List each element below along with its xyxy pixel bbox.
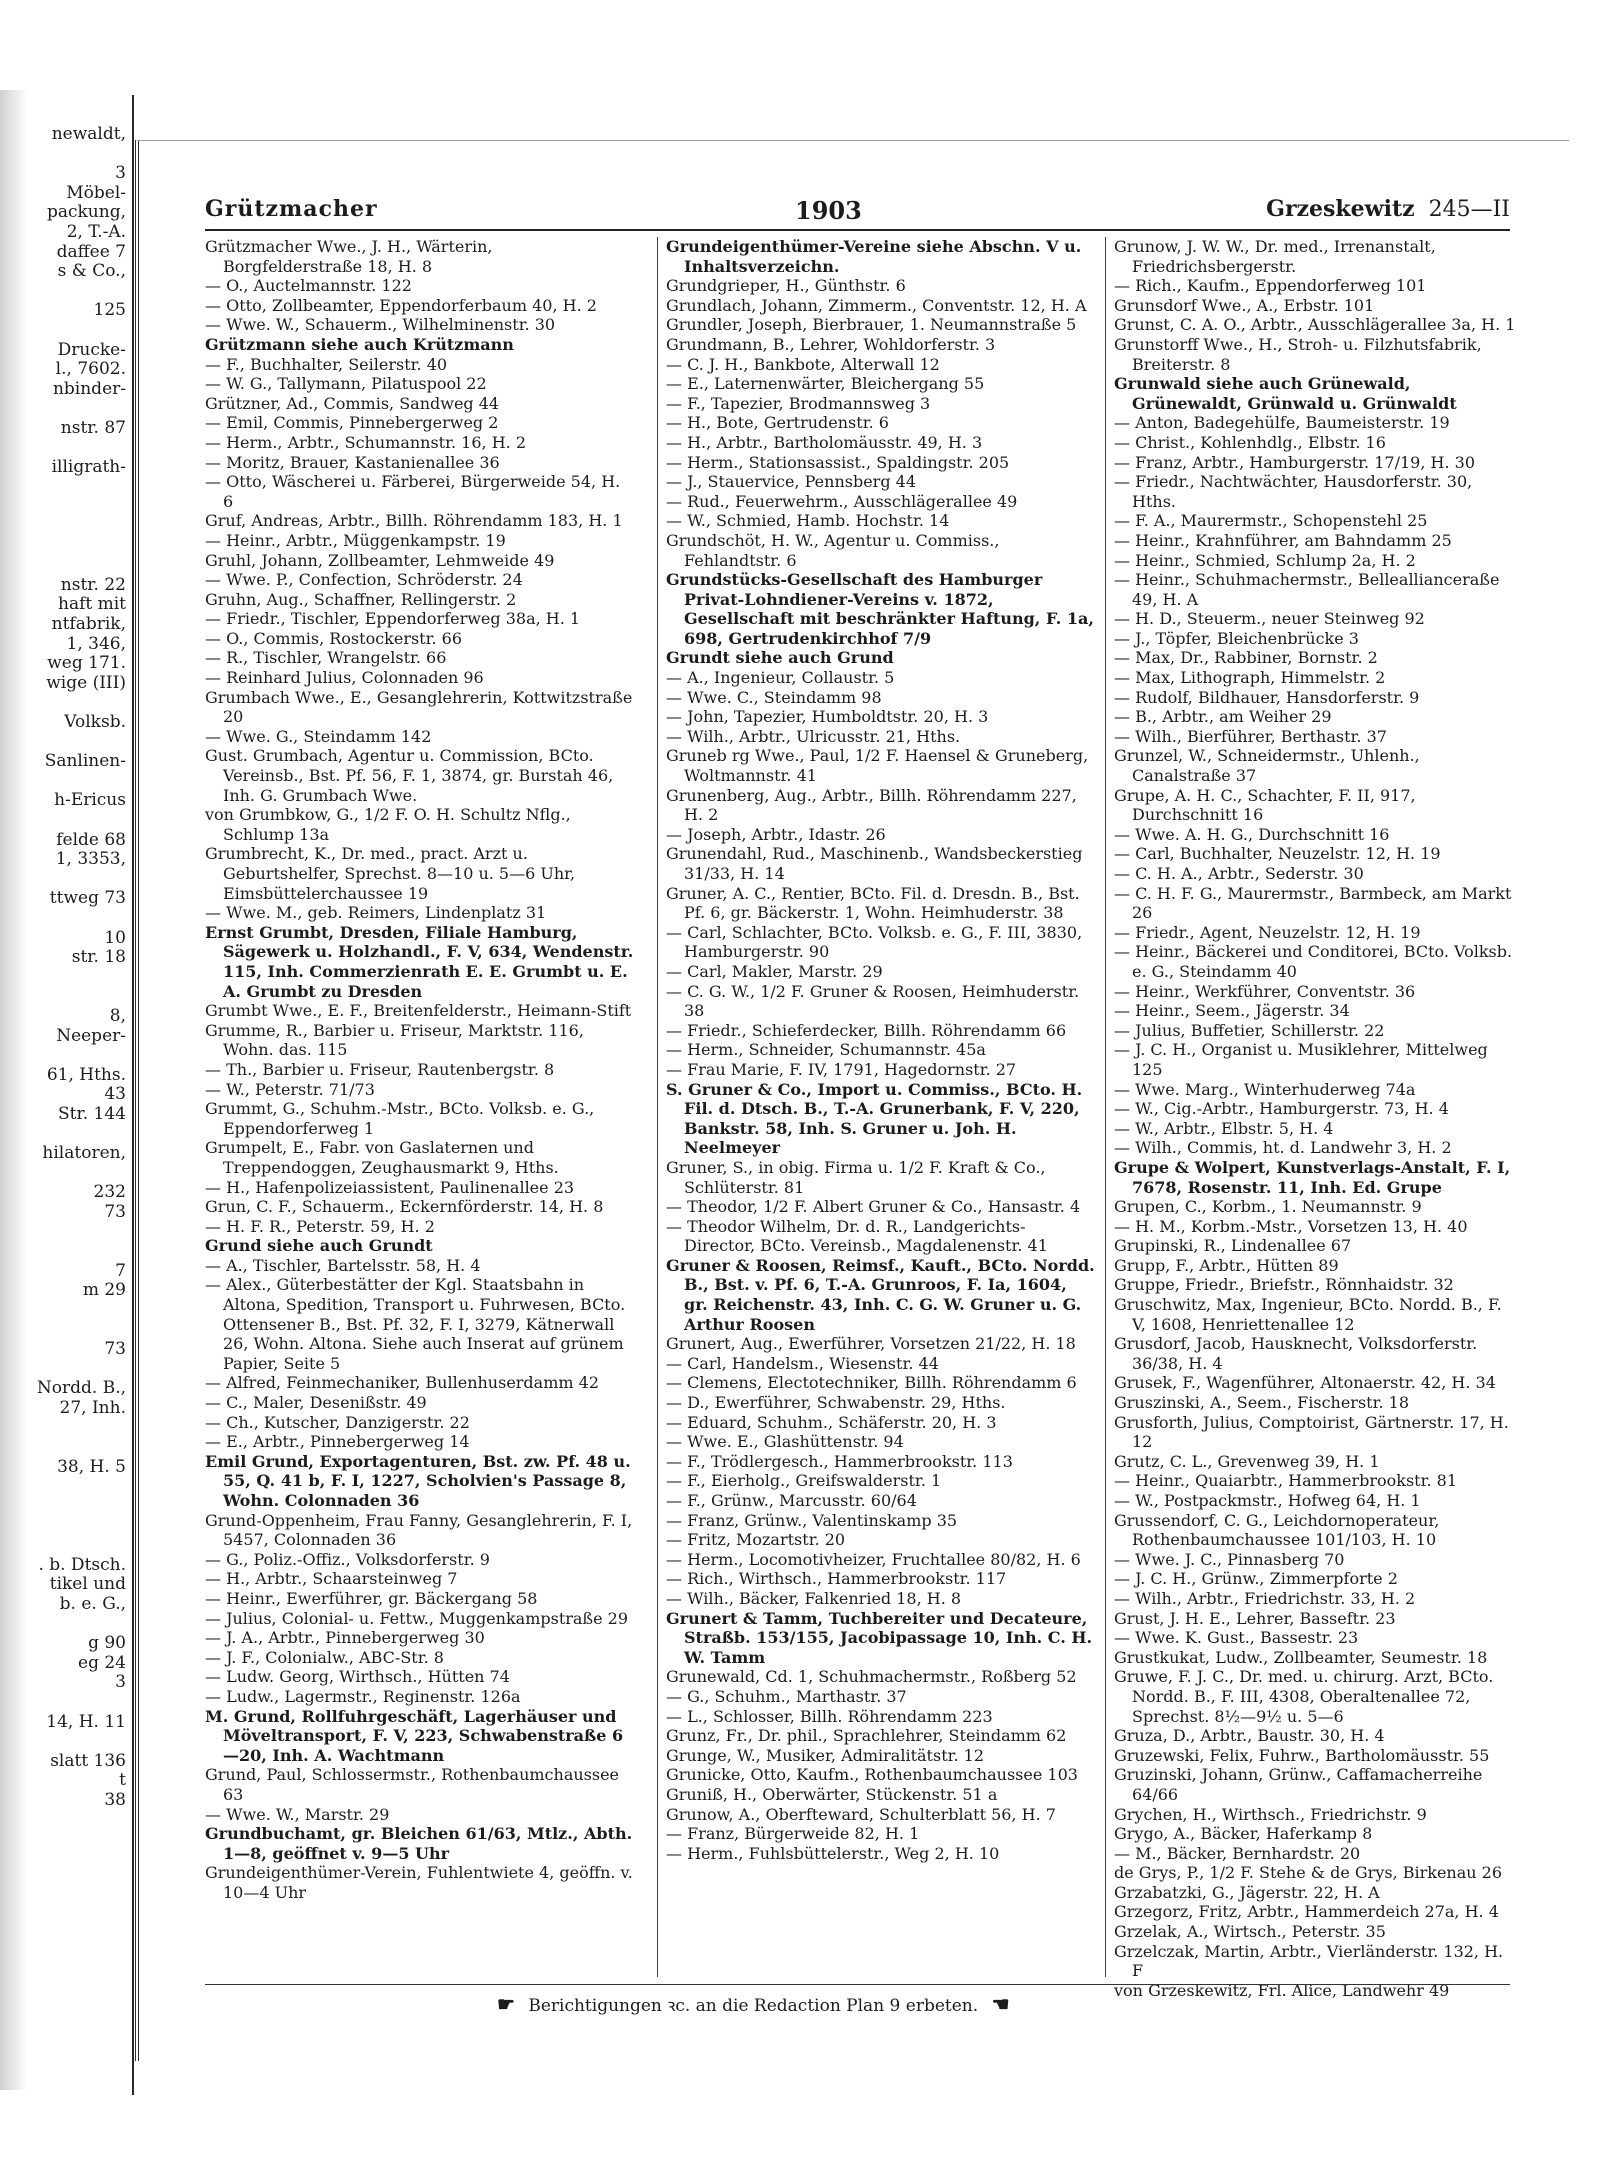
directory-entry: — C. H. F. G., Maurermstr., Barmbeck, am Markt 26 [1114, 883, 1512, 923]
directory-entry: — Herm., Locomotivheizer, Fruchtallee 80/82, H. 6 [666, 1549, 1081, 1569]
directory-entry: Gruner, S., in obig. Firma u. 1/2 F. Kraft & Co., Schlüterstr. 81 [666, 1157, 1046, 1197]
page-footer [489, 1992, 1018, 2016]
directory-entry: — C. G. W., 1/2 F. Gruner & Roosen, Heimhuderstr. 38 [666, 981, 1080, 1021]
directory-entry: Grundlach, Johann, Zimmerm., Conventstr. 12, H. A [666, 295, 1087, 315]
directory-entry: de Grys, P., 1/2 F. Stehe & de Grys, Birkenau 26 [1114, 1863, 1503, 1883]
directory-entry: Grunewald, Cd. 1, Schuhmachermstr., Roßberg 52 [666, 1667, 1077, 1687]
directory-entry: — H. M., Korbm.-Mstr., Vorsetzen 13, H. 40 [1114, 1216, 1468, 1236]
directory-entry: — Friedr., Schieferdecker, Billh. Röhrendamm 66 [666, 1020, 1067, 1040]
directory-page [135, 140, 1569, 2061]
previous-page-line: Volksb. [64, 712, 126, 732]
directory-entry: — Fritz, Mozartstr. 20 [666, 1530, 846, 1550]
directory-entry: — H., Arbtr., Bartholomäusstr. 49, H. 3 [666, 432, 983, 452]
directory-entry: — Wilh., Commis, ht. d. Landwehr 3, H. 2 [1114, 1138, 1452, 1158]
previous-page-line: 10 [104, 927, 126, 948]
directory-entry: — Herm., Stationsassist., Spaldingstr. 205 [666, 452, 1010, 472]
pointing-hand-right-icon: ☛ [497, 1992, 515, 2016]
previous-page-line: Neeper- [56, 1025, 126, 1046]
directory-entry: — Wwe. K. Gust., Bassestr. 23 [1114, 1628, 1359, 1648]
directory-entry: Gruszinski, A., Seem., Fischerstr. 18 [1114, 1393, 1410, 1413]
directory-entry: Grupe & Wolpert, Kunstverlags-Anstalt, F. I, 7678, Rosenstr. 11, Inh. Ed. Grupe [1114, 1157, 1511, 1197]
directory-entry: Grumbt Wwe., E. F., Breitenfelderstr., Heimann-Stift [205, 1001, 632, 1021]
directory-entry: — Rich., Kaufm., Eppendorferweg 101 [1114, 276, 1427, 296]
directory-entry: — D., Ewerführer, Schwabenstr. 29, Hths. [666, 1393, 1006, 1413]
directory-entry: — Alfred, Feinmechaniker, Bullenhuserdamm 42 [205, 1373, 599, 1393]
directory-entry: — Heinr., Ewerführer, gr. Bäckergang 58 [205, 1588, 538, 1608]
previous-page-line: nbinder- [52, 378, 126, 399]
header-rule [205, 229, 1510, 231]
directory-entry: Grützmacher Wwe., J. H., Wärterin, Borgfelderstraße 18, H. 8 [205, 237, 493, 276]
directory-entry: — Rudolf, Bildhauer, Hansdorferstr. 9 [1114, 687, 1420, 707]
previous-page-line: haft mit [58, 594, 126, 615]
previous-page-line: 14, H. 11 [46, 1711, 126, 1732]
directory-entry: — B., Arbtr., am Weiher 29 [1114, 707, 1332, 727]
directory-entry: — Heinr., Krahnführer, am Bahndamm 25 [1114, 530, 1452, 550]
previous-page-line: 61, Hths. [46, 1064, 126, 1085]
directory-entry: Grundbuchamt, gr. Bleichen 61/63, Mtlz., Abth. 1—8, geöffnet v. 9—5 Uhr [205, 1824, 633, 1863]
previous-page-line: 7 [115, 1260, 126, 1281]
previous-page-line: ttweg 73 [49, 888, 126, 909]
directory-entry: — Julius, Buffetier, Schillerstr. 22 [1114, 1020, 1385, 1040]
directory-entry: — Wwe. G., Steindamm 142 [205, 726, 432, 746]
directory-entry: Grunicke, Otto, Kaufm., Rothenbaumchaussee 103 [666, 1765, 1078, 1785]
directory-entry: Gruza, D., Arbtr., Baustr. 30, H. 4 [1114, 1726, 1385, 1746]
directory-entry: — Herm., Arbtr., Schumannstr. 16, H. 2 [205, 432, 526, 452]
directory-entry: — G., Schuhm., Marthastr. 37 [666, 1686, 907, 1706]
previous-page-line: 1, 346, [66, 633, 126, 654]
directory-entry: Grunert & Tamm, Tuchbereiter und Decateure, Straßb. 153/155, Jacobipassage 10, Inh. C. H. W. Tamm [666, 1608, 1093, 1667]
directory-entry: Gruzinski, Johann, Grünw., Caffamacherreihe 64/66 [1114, 1765, 1483, 1804]
previous-page-line: illigrath- [51, 457, 126, 478]
directory-entry: Grussendorf, C. G., Leichdornoperateur, Rothenbaumchaussee 101/103, H. 10 [1114, 1510, 1440, 1550]
directory-entry: — Frau Marie, F. IV, 1791, Hagedornstr. 27 [666, 1059, 1017, 1079]
page-header [205, 196, 1510, 226]
directory-entry: — Wwe. A. H. G., Durchschnitt 16 [1114, 824, 1390, 844]
directory-entry: — Friedr., Tischler, Eppendorferweg 38a, H. 1 [205, 609, 581, 629]
directory-entry: Gruner & Roosen, Reimsf., Kauft., BCto. Nordd. B., Bst. v. Pf. 6, T.-A. Grunroos, F. Ia, 1604, gr. Reichenstr. 43, Inh. C. G. W. Gruner u. G. Arthur Roosen [666, 1255, 1095, 1334]
directory-entry: Gruniß, H., Oberwärter, Stückenstr. 51 a [666, 1784, 998, 1804]
directory-entry: — Christ., Kohlenhdlg., Elbstr. 16 [1114, 432, 1386, 452]
directory-entry: Grundeigenthümer-Verein, Fuhlentwiete 4, geöffn. v. 10—4 Uhr [205, 1863, 633, 1902]
directory-entry: Gruner, A. C., Rentier, BCto. Fil. d. Dresdn. B., Bst. Pf. 6, gr. Bäckerstr. 1, Wohn. Heimhuderstr. 38 [666, 883, 1080, 923]
directory-entry: — F. A., Maurermstr., Schopenstehl 25 [1114, 511, 1428, 531]
directory-entry: — Theodor Wilhelm, Dr. d. R., Landgerichts-Director, BCto. Vereinsb., Magdalenenstr. 41 [666, 1216, 1048, 1256]
footer-rule [205, 1984, 1510, 1985]
directory-entry: Grumpelt, E., Fabr. von Gaslaternen und Treppendoggen, Zeughausmarkt 9, Hths. [205, 1138, 559, 1177]
directory-entry: — Th., Barbier u. Friseur, Rautenbergstr. 8 [205, 1059, 555, 1079]
directory-entry: — H. F. R., Peterstr. 59, H. 2 [205, 1216, 435, 1236]
previous-page-edge [0, 95, 134, 2095]
directory-entry: Grusek, F., Wagenführer, Altonaerstr. 42, H. 34 [1114, 1373, 1496, 1393]
previous-page-line: b. e. G., [59, 1594, 126, 1614]
directory-entry: Grunwald siehe auch Grünewald, Grünewaldt, Grünwald u. Grünwaldt [1114, 374, 1457, 413]
directory-entry: — Emil, Commis, Pinnebergerweg 2 [205, 413, 499, 433]
directory-entry: — J. F., Colonialw., ABC-Str. 8 [205, 1647, 444, 1667]
directory-entry: — E., Laternenwärter, Bleichergang 55 [666, 374, 985, 394]
directory-entry: — John, Tapezier, Humboldtstr. 20, H. 3 [666, 707, 989, 727]
directory-entry: — F., Tapezier, Brodmannsweg 3 [666, 393, 931, 413]
directory-entry: — Reinhard Julius, Colonnaden 96 [205, 668, 484, 688]
directory-entry: — Wwe. C., Steindamm 98 [666, 687, 882, 707]
directory-entry: — Heinr., Werkführer, Conventstr. 36 [1114, 981, 1416, 1001]
directory-entry: — Wwe. Marg., Winterhuderweg 74a [1114, 1079, 1416, 1099]
previous-page-line: 2, T.-A. [66, 222, 126, 242]
directory-entry: — Heinr., Schmied, Schlump 2a, H. 2 [1114, 550, 1416, 570]
previous-page-line: nstr. 87 [60, 418, 126, 438]
directory-entry: Gust. Grumbach, Agentur u. Commission, BCto. Vereinsb., Bst. Pf. 56, F. 1, 3874, gr. Burstah 46, Inh. G. Grumbach Wwe. [205, 746, 614, 805]
column-2 [657, 237, 1096, 1977]
directory-entry: Grunz, Fr., Dr. phil., Sprachlehrer, Steindamm 62 [666, 1726, 1067, 1746]
directory-entry: — Theodor, 1/2 F. Albert Gruner & Co., Hansastr. 4 [666, 1197, 1081, 1217]
directory-entry: — H., Hafenpolizeiassistent, Paulinenallee 23 [205, 1177, 575, 1197]
directory-entry: Grunert, Aug., Ewerführer, Vorsetzen 21/22, H. 18 [666, 1334, 1076, 1354]
previous-page-line: daffee 7 [56, 241, 126, 262]
previous-page-line: 73 [104, 1202, 126, 1222]
directory-entry: — A., Tischler, Bartelsstr. 58, H. 4 [205, 1255, 481, 1275]
directory-entry: Grychen, H., Wirthsch., Friedrichstr. 9 [1114, 1804, 1427, 1824]
directory-entry: Gruhl, Johann, Zollbeamter, Lehmweide 49 [205, 550, 555, 570]
directory-entry: Ernst Grumbt, Dresden, Filiale Hamburg, Sägewerk u. Holzhandl., F. V, 634, Wendenstr. 115, Inh. Commerzienrath E. E. Grumbt u. E. A. Grumbt zu Dresden [205, 922, 634, 1001]
directory-entry: — W., Postpackmstr., Hofweg 64, H. 1 [1114, 1491, 1421, 1510]
directory-entry: — Wwe. M., geb. Reimers, Lindenplatz 31 [205, 903, 547, 923]
directory-entry: — Ludw. Georg, Wirthsch., Hütten 74 [205, 1667, 510, 1687]
directory-entry: — Otto, Wäscherei u. Färberei, Bürgerweide 54, H. 6 [205, 472, 621, 511]
directory-entry: Grzelczak, Martin, Arbtr., Vierländerstr. 132, H. F [1114, 1941, 1504, 1981]
directory-entry: — Anton, Badegehülfe, Baumeisterstr. 19 [1114, 413, 1450, 433]
directory-entry: — Carl, Schlachter, BCto. Volksb. e. G., F. III, 3830, Hamburgerstr. 90 [666, 922, 1083, 962]
directory-entry: — W., Schmied, Hamb. Hochstr. 14 [666, 511, 950, 531]
directory-entry: Grunsdorf Wwe., A., Erbstr. 101 [1114, 295, 1375, 315]
directory-entry: — F., Buchhalter, Seilerstr. 40 [205, 354, 448, 374]
directory-entry: — W., Arbtr., Elbstr. 5, H. 4 [1114, 1118, 1334, 1138]
directory-entry: Grzabatzki, G., Jägerstr. 22, H. A [1114, 1882, 1380, 1902]
directory-entry: — Heinr., Seem., Jägerstr. 34 [1114, 1001, 1350, 1021]
previous-page-line: s & Co., [57, 261, 126, 282]
directory-entry: Grunow, J. W. W., Dr. med., Irrenanstalt, Friedrichsbergerstr. [1114, 237, 1436, 276]
directory-entry: — C. H. A., Arbtr., Sederstr. 30 [1114, 864, 1364, 883]
directory-entry: Gruwe, F. J. C., Dr. med. u. chirurg. Arzt, BCto. Nordd. B., F. III, 4308, Oberaltenallee 72, Sprechst. 8½—9½ u. 5—6 [1114, 1667, 1494, 1726]
directory-entry: Grunow, A., Oberfteward, Schulterblatt 56, H. 7 [666, 1804, 1056, 1824]
directory-entry: Grupp, F., Arbtr., Hütten 89 [1114, 1255, 1339, 1275]
directory-entry: — J., Stauervice, Pennsberg 44 [666, 472, 917, 492]
pointing-hand-left-icon: ☚ [991, 1992, 1010, 2016]
directory-entry: — Julius, Colonial- u. Fettw., Muggenkampstraße 29 [205, 1608, 629, 1628]
directory-entry: Grunzel, W., Schneidermstr., Uhlenh., Canalstraße 37 [1114, 746, 1420, 786]
directory-entry: — R., Tischler, Wrangelstr. 66 [205, 648, 447, 668]
directory-entry: — Wwe. W., Marstr. 29 [205, 1804, 390, 1824]
header-last-entry: Grzeskewitz [1266, 196, 1415, 222]
directory-entry: — H., Arbtr., Schaarsteinweg 7 [205, 1569, 458, 1589]
directory-entry: von Grumbkow, G., 1/2 F. O. H. Schultz Nflg., Schlump 13a [205, 805, 571, 844]
previous-page-line: 3 [115, 1672, 126, 1693]
directory-entry: — C., Maler, Desenißstr. 49 [205, 1393, 427, 1413]
previous-page-line: hilatoren, [42, 1143, 126, 1164]
previous-page-line: str. 18 [71, 947, 126, 968]
directory-entry: Grupe, A. H. C., Schachter, F. II, 917, Durchschnitt 16 [1114, 785, 1416, 825]
directory-entry: — H. D., Steuerm., neuer Steinweg 92 [1114, 609, 1425, 629]
previous-page-line: weg 171. [47, 653, 126, 674]
previous-page-line: Nordd. B., [36, 1378, 126, 1399]
directory-entry: — Franz, Arbtr., Hamburgerstr. 17/19, H. 30 [1114, 452, 1475, 472]
directory-entry: — L., Schlosser, Billh. Röhrendamm 223 [666, 1706, 993, 1726]
previous-page-line: felde 68 [56, 829, 126, 850]
directory-entry: Grygo, A., Bäcker, Haferkamp 8 [1114, 1824, 1373, 1844]
previous-page-line: tikel und [49, 1574, 126, 1595]
directory-entry: — Friedr., Agent, Neuzelstr. 12, H. 19 [1114, 922, 1421, 942]
previous-page-line: 43 [104, 1084, 126, 1105]
directory-entry: Grun, C. F., Schauerm., Eckernförderstr. 14, H. 8 [205, 1197, 604, 1217]
previous-page-line: 3 [115, 163, 126, 184]
directory-entry: Grutz, C. L., Grevenweg 39, H. 1 [1114, 1451, 1380, 1471]
directory-entry: — Wwe. J. C., Pinnasberg 70 [1114, 1549, 1345, 1569]
previous-page-line: nstr. 22 [60, 574, 126, 595]
previous-page-line: l., 7602. [55, 359, 126, 380]
previous-page-line: Str. 144 [58, 1104, 126, 1124]
directory-entry: Grundstücks-Gesellschaft des Hamburger Privat-Lohndiener-Vereins v. 1872, Gesellschaft mit beschränkter Haftung, F. 1a, 698, Gertrudenkirchhof 7/9 [666, 570, 1094, 648]
previous-page-line: ntfabrik, [51, 614, 126, 634]
directory-entry: Grundt siehe auch Grund [666, 648, 894, 668]
directory-entry: — Herm., Fuhlsbüttelerstr., Weg 2, H. 10 [666, 1843, 1000, 1863]
directory-entry: — Herm., Schneider, Schumannstr. 45a [666, 1040, 986, 1060]
previous-page-line: 232 [93, 1182, 126, 1203]
directory-entry: — Rich., Wirthsch., Hammerbrookstr. 117 [666, 1569, 1007, 1589]
directory-entry: Grustkukat, Ludw., Zollbeamter, Seumestr. 18 [1114, 1647, 1488, 1667]
directory-entry: — Wilh., Arbtr., Ulricusstr. 21, Hths. [666, 726, 961, 746]
directory-entry: Grützmann siehe auch Krützmann [205, 334, 514, 354]
directory-entry: Gruschwitz, Max, Ingenieur, BCto. Nordd. B., F. V, 1608, Henriettenallee 12 [1114, 1295, 1502, 1334]
directory-entry: Gruf, Andreas, Arbtr., Billh. Röhrendamm 183, H. 1 [205, 511, 623, 531]
directory-entry: Grupen, C., Korbm., 1. Neumannstr. 9 [1114, 1197, 1422, 1217]
directory-entry: — Joseph, Arbtr., Idastr. 26 [666, 824, 886, 844]
directory-entry: Grunenberg, Aug., Arbtr., Billh. Röhrendamm 227, H. 2 [666, 785, 1077, 825]
previous-page-line: h-Ericus [54, 790, 126, 811]
directory-entry: — Wwe. P., Confection, Schröderstr. 24 [205, 570, 523, 590]
directory-entry: — Wilh., Arbtr., Friedrichstr. 33, H. 2 [1114, 1588, 1416, 1608]
directory-entry: — W. G., Tallymann, Pilatuspool 22 [205, 374, 487, 394]
directory-entry: Emil Grund, Exportagenturen, Bst. zw. Pf. 48 u. 55, Q. 41 b, F. I, 1227, Scholvien's Passage 8, Wohn. Colonnaden 36 [205, 1451, 631, 1510]
directory-entry: Grupinski, R., Lindenallee 67 [1114, 1236, 1352, 1256]
column-3 [1105, 237, 1519, 2000]
previous-page-line: Drucke- [57, 339, 126, 360]
directory-entry: Grützner, Ad., Commis, Sandweg 44 [205, 393, 500, 413]
previous-page-line: Sanlinen- [44, 751, 126, 772]
header-last-entry-group [1266, 196, 1510, 222]
directory-entry: Grusforth, Julius, Comptoirist, Gärtnerstr. 17, H. 12 [1114, 1412, 1509, 1452]
directory-entry: — Wwe. W., Schauerm., Wilhelminenstr. 30 [205, 315, 556, 335]
previous-page-line: 1, 3353, [55, 849, 126, 870]
directory-entry: Grunstorff Wwe., H., Stroh- u. Filzhutsfabrik, Breiterstr. 8 [1114, 334, 1482, 374]
directory-entry: — Wilh., Bierführer, Berthastr. 37 [1114, 726, 1387, 746]
previous-page-line: g 90 [88, 1633, 126, 1654]
previous-page-line: 27, Inh. [59, 1398, 126, 1418]
directory-entry: — Heinr., Bäckerei und Conditorei, BCto. Volksb. e. G., Steindamm 40 [1114, 942, 1513, 981]
previous-page-line: t [119, 1770, 126, 1791]
directory-entry: von Grzeskewitz, Frl. Alice, Landwehr 49 [1114, 1980, 1450, 2000]
directory-entry: — J. C. H., Grünw., Zimmerpforte 2 [1114, 1569, 1398, 1589]
directory-entry: — E., Arbtr., Pinnebergerweg 14 [205, 1432, 470, 1452]
directory-entry: — Alex., Güterbestätter der Kgl. Staatsbahn in Altona, Spedition, Transport u. Fuhrwesen, BCto. Ottensener B., Bst. Pf. 32, F. I, 3279, Kätnerwall 26, Wohn. Altona. Siehe auch Inserat auf grünem Papier, Seite 5 [205, 1275, 626, 1373]
header-first-entry: Grützmacher [205, 196, 378, 222]
directory-entry: — Ludw., Lagermstr., Reginenstr. 126a [205, 1686, 521, 1706]
directory-entry: Grumbach Wwe., E., Gesanglehrerin, Kottwitzstraße 20 [205, 687, 633, 727]
directory-entry: — Rud., Feuerwehrm., Ausschlägerallee 49 [666, 491, 1018, 511]
previous-page-line: m 29 [82, 1280, 126, 1301]
directory-entry: — J., Töpfer, Bleichenbrücke 3 [1114, 628, 1359, 648]
directory-entry: Grumbrecht, K., Dr. med., pract. Arzt u. Geburtshelfer, Sprechst. 8—10 u. 5—6 Uhr, Eimsbüttelerchaussee 19 [205, 844, 576, 903]
directory-entry: — J. C. H., Organist u. Musiklehrer, Mittelweg 125 [1114, 1040, 1488, 1079]
page-number: 245—II [1428, 197, 1510, 222]
directory-entry: Gruppe, Friedr., Briefstr., Rönnhaidstr. 32 [1114, 1275, 1454, 1295]
directory-entry: — O., Commis, Rostockerstr. 66 [205, 628, 463, 648]
previous-page-line: eg 24 [78, 1652, 126, 1673]
directory-entry: — Moritz, Brauer, Kastanienallee 36 [205, 452, 500, 472]
directory-entry: Grunst, C. A. O., Arbtr., Ausschlägerallee 3a, H. 1 [1114, 315, 1516, 335]
directory-entry: M. Grund, Rollfuhrgeschäft, Lagerhäuser und Möveltransport, F. V, 223, Schwabenstraße 6—20, Inh. A. Wachtmann [205, 1706, 624, 1765]
directory-entry: Grust, J. H. E., Lehrer, Basseftr. 23 [1114, 1608, 1396, 1628]
directory-entry: — F., Grünw., Marcusstr. 60/64 [666, 1491, 917, 1510]
directory-entry: — Otto, Zollbeamter, Eppendorferbaum 40, H. 2 [205, 295, 597, 315]
directory-entry: Grund siehe auch Grundt [205, 1236, 433, 1256]
previous-page-line: slatt 136 [50, 1750, 126, 1771]
previous-page-line: . b. Dtsch. [38, 1554, 126, 1575]
header-year: 1903 [795, 196, 862, 225]
directory-entry: — Ch., Kutscher, Danzigerstr. 22 [205, 1412, 470, 1432]
directory-entry: — W., Peterstr. 71/73 [205, 1079, 375, 1099]
previous-page-line: newaldt, [51, 124, 126, 144]
directory-entry: Grummt, G., Schuhm.-Mstr., BCto. Volksb. e. G., Eppendorferweg 1 [205, 1099, 595, 1138]
directory-entry: — Carl, Handelsm., Wiesenstr. 44 [666, 1353, 939, 1373]
directory-entry: — Heinr., Quaiarbtr., Hammerbrookstr. 81 [1114, 1471, 1458, 1491]
directory-entry: Grumme, R., Barbier u. Friseur, Marktstr. 116, Wohn. das. 115 [205, 1020, 584, 1060]
footer-note: Berichtigungen ꝛc. an die Redaction Plan 9 erbeten. [528, 1996, 979, 2016]
directory-entry: Grund, Paul, Schlossermstr., Rothenbaumchaussee 63 [205, 1765, 620, 1804]
directory-entry: Grundmann, B., Lehrer, Wohldorferstr. 3 [666, 334, 996, 354]
directory-entry: — F., Trödlergesch., Hammerbrookstr. 113 [666, 1451, 1013, 1471]
directory-entry: — Eduard, Schuhm., Schäferstr. 20, H. 3 [666, 1412, 997, 1432]
directory-entry: — F., Eierholg., Greifswalderstr. 1 [666, 1471, 942, 1491]
directory-entry: — M., Bäcker, Bernhardstr. 20 [1114, 1843, 1361, 1863]
directory-entry: Grusdorf, Jacob, Hausknecht, Volksdorferstr. 36/38, H. 4 [1114, 1334, 1478, 1373]
directory-entry: — H., Bote, Gertrudenstr. 6 [666, 413, 889, 433]
previous-page-line: wige (III) [46, 672, 126, 693]
previous-page-line: 8, [109, 1006, 126, 1026]
column-1 [205, 237, 635, 1977]
directory-entry: Grunge, W., Musiker, Admiralitätstr. 12 [666, 1745, 985, 1765]
directory-entry: Grundschöt, H. W., Agentur u. Commiss., Fehlandtstr. 6 [666, 530, 1000, 570]
directory-entry: — Friedr., Nachtwächter, Hausdorferstr. 30, Hths. [1114, 472, 1473, 511]
directory-entry: Grundgrieper, H., Günthstr. 6 [666, 276, 906, 296]
directory-entry: Grundeigenthümer-Vereine siehe Abschn. V u. Inhaltsverzeichn. [666, 237, 1082, 276]
directory-entry: — Wwe. E., Glashüttenstr. 94 [666, 1432, 904, 1452]
previous-page-line: Möbel- [66, 182, 126, 203]
directory-entry: — Heinr., Arbtr., Müggenkampstr. 19 [205, 530, 506, 550]
directory-entry: — Clemens, Electotechniker, Billh. Röhrendamm 6 [666, 1373, 1077, 1393]
previous-page-line: packung, [46, 202, 126, 223]
directory-entry: Gruneb rg Wwe., Paul, 1/2 F. Haensel & Gruneberg, Woltmannstr. 41 [666, 746, 1089, 786]
directory-entry: — Max, Lithograph, Himmelstr. 2 [1114, 668, 1386, 688]
directory-entry: Grzegorz, Fritz, Arbtr., Hammerdeich 27a, H. 4 [1114, 1902, 1499, 1922]
directory-entry: — W., Cig.-Arbtr., Hamburgerstr. 73, H. 4 [1114, 1099, 1449, 1119]
directory-entry: — Heinr., Schuhmachermstr., Belleallianceraße 49, H. A [1114, 570, 1500, 609]
directory-entry: — C. J. H., Bankbote, Alterwall 12 [666, 354, 940, 374]
directory-entry: — Franz, Grünw., Valentinskamp 35 [666, 1510, 958, 1530]
directory-entry: Gruhn, Aug., Schaffner, Rellingerstr. 2 [205, 589, 517, 609]
directory-entry: — O., Auctelmannstr. 122 [205, 276, 412, 296]
directory-entry: — Max, Dr., Rabbiner, Bornstr. 2 [1114, 648, 1378, 668]
directory-entry: Grundler, Joseph, Bierbrauer, 1. Neumannstraße 5 [666, 315, 1077, 335]
directory-entry: S. Gruner & Co., Import u. Commiss., BCto. H. Fil. d. Dtsch. B., T.-A. Grunerbank, F. V, 220, Bankstr. 58, Inh. S. Gruner u. Joh. H. Neelmeyer [666, 1079, 1083, 1158]
directory-entry: Gruzewski, Felix, Fuhrw., Bartholomäusstr. 55 [1114, 1745, 1490, 1765]
previous-page-line: 73 [104, 1339, 126, 1360]
directory-entry: — G., Poliz.-Offiz., Volksdorferstr. 9 [205, 1549, 490, 1569]
directory-entry: Grunendahl, Rud., Maschinenb., Wandsbeckerstieg 31/33, H. 14 [666, 844, 1083, 883]
previous-page-line: 38, H. 5 [57, 1456, 126, 1477]
directory-entry: — Carl, Makler, Marstr. 29 [666, 961, 883, 981]
directory-entry: Grund-Oppenheim, Frau Fanny, Gesanglehrerin, F. I, 5457, Colonnaden 36 [205, 1510, 633, 1550]
directory-entry: Grzelak, A., Wirtsch., Peterstr. 35 [1114, 1922, 1386, 1942]
directory-entry: — J. A., Arbtr., Pinnebergerweg 30 [205, 1628, 485, 1648]
directory-entry: — Franz, Bürgerweide 82, H. 1 [666, 1824, 920, 1844]
directory-entry: — A., Ingenieur, Collaustr. 5 [666, 668, 895, 688]
previous-page-line: 125 [93, 300, 126, 321]
previous-page-line: 38 [104, 1790, 126, 1810]
directory-entry: — Wilh., Bäcker, Falkenried 18, H. 8 [666, 1588, 962, 1608]
directory-entry: — Carl, Buchhalter, Neuzelstr. 12, H. 19 [1114, 844, 1441, 864]
